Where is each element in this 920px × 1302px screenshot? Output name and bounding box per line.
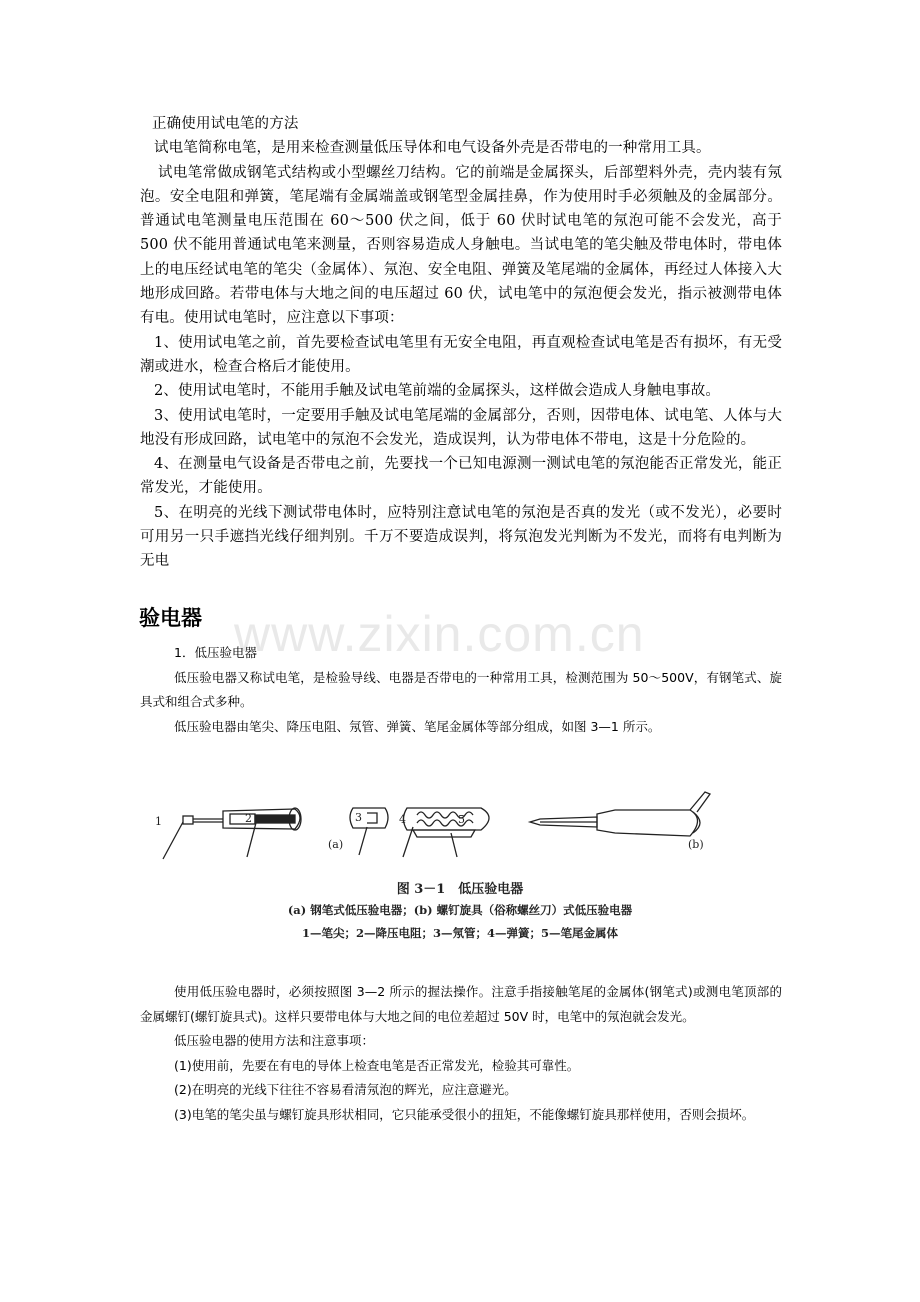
part-number-label: 1 <box>155 815 162 828</box>
list-item: 5、在明亮的光线下测试带电体时，应特别注意试电笔的氖泡是否真的发光（或不发光），必要时可用另一只手遮挡光线仔细判别。千万不要造成误判，将氖泡发光判断为不发光，而将有电判断为无电 <box>140 504 782 570</box>
part-number-label: 5 <box>458 813 465 826</box>
figure-caption-subtitle: (a) 钢笔式低压验电器；(b) 螺钉旋具（俗称螺丝刀）式低压验电器 <box>287 903 633 917</box>
list-item: 2、使用试电笔时，不能用手触及试电笔前端的金属探头，这样做会造成人身触电事故。 <box>154 383 721 400</box>
article-title: 正确使用试电笔的方法 <box>152 116 299 132</box>
section-intro <box>140 641 782 739</box>
list-item: (2)在明亮的光线下往往不容易看清氖泡的辉光，应注意避光。 <box>174 1082 517 1097</box>
list-item: 1、使用试电笔之前，首先要检查试电笔里有无安全电阻，再直观检查试电笔是否有损坏，有无受潮或进水，检查合格后才能使用。 <box>140 334 782 375</box>
article-structure-paragraph: 试电笔常做成钢笔式结构或小型螺丝刀结构。它的前端是金属探头，后部塑料外壳，壳内装有氖泡。安全电阻和弹簧，笔尾端有金属端盖或钢笔型金属挂鼻，作为使用时手必须触及的金属部分。普通试电笔测量电压范围在 60～500 伏之间，低于 60 伏时试电笔的氖泡可能不会发光，高于 500 伏不能用普通试电笔来测量，否则容易造成人身触电。当试电笔的笔尖触及带电体时，带电体上的电压经试电笔的笔尖（金属体）、氖泡、安全电阻、弹簧及笔尾端的金属体，再经过人体接入大地形成回路。若带电体与大地之间的电压超过 60 伏，试电笔中的氖泡便会发光，指示被测带电体有电。使用试电笔时，应注意以下事项： <box>140 164 782 327</box>
section-heading: 验电器 <box>139 606 202 630</box>
article-section <box>140 112 782 574</box>
end-cap-shape <box>404 808 490 830</box>
paragraph: 低压验电器的使用方法和注意事项： <box>174 1033 375 1048</box>
pen-type-tester-drawing <box>163 808 489 859</box>
tip-shape <box>183 816 193 824</box>
screwdriver-type-tester-drawing <box>530 792 710 836</box>
list-item: 4、在测量电气设备是否带电之前，先要找一个已知电源测一测试电笔的氖泡能否正常发光，能正常发光，才能使用。 <box>140 456 782 497</box>
figure-caption-parts: 1—笔尖；2—降压电阻；3—氖管；4—弹簧；5—笔尾金属体 <box>301 926 618 940</box>
sub-heading: 1．低压验电器 <box>174 645 257 660</box>
list-item: (3)电笔的笔尖虽与螺钉旋具形状相同，它只能承受很小的扭矩，不能像螺钉旋具那样使用，否则会损坏。 <box>174 1106 755 1122</box>
figure-label-a: (a) <box>328 838 344 851</box>
watermark: www.zixin.com.cn <box>234 606 645 662</box>
figure-label-b: (b) <box>688 838 704 851</box>
part-number-label: 4 <box>399 813 406 826</box>
article-intro: 试电笔简称电笔，是用来检查测量低压导体和电气设备外壳是否带电的一种常用工具。 <box>154 140 711 157</box>
list-item: (1)使用前，先要在有电的导体上检查电笔是否正常发光，检验其可靠性。 <box>174 1057 580 1073</box>
paragraph: 低压验电器由笔尖、降压电阻、氖管、弹簧、笔尾金属体等部分组成，如图 3—1 所示。 <box>174 718 661 734</box>
list-item: 3、使用试电笔时，一定要用手触及试电笔尾端的金属部分，否则，因带电体、试电笔、人体与大地没有形成回路，试电笔中的氖泡不会发光，造成误判，认为带电体不带电，这是十分危险的。 <box>140 407 782 448</box>
paragraph: 低压验电器又称试电笔，是检验导线、电器是否带电的一种常用工具，检测范围为 50～500V，有钢笔式、旋具式和组合式多种。 <box>140 669 782 709</box>
part-number-label: 3 <box>355 811 362 824</box>
part-number-label: 2 <box>245 812 252 825</box>
figure-caption-title: 图 3－1 低压验电器 <box>396 882 524 897</box>
tester-figure <box>145 752 745 952</box>
paragraph: 使用低压验电器时，必须按照图 3—2 所示的握法操作。注意手指接触笔尾的金属体(钢笔式)或测电笔顶部的金属螺钉(螺钉旋具式)。这样只要带电体与大地之间的电位差超过 50V 时，电笔中的氖泡就会发光。 <box>140 984 782 1024</box>
usage-section <box>140 980 782 1127</box>
